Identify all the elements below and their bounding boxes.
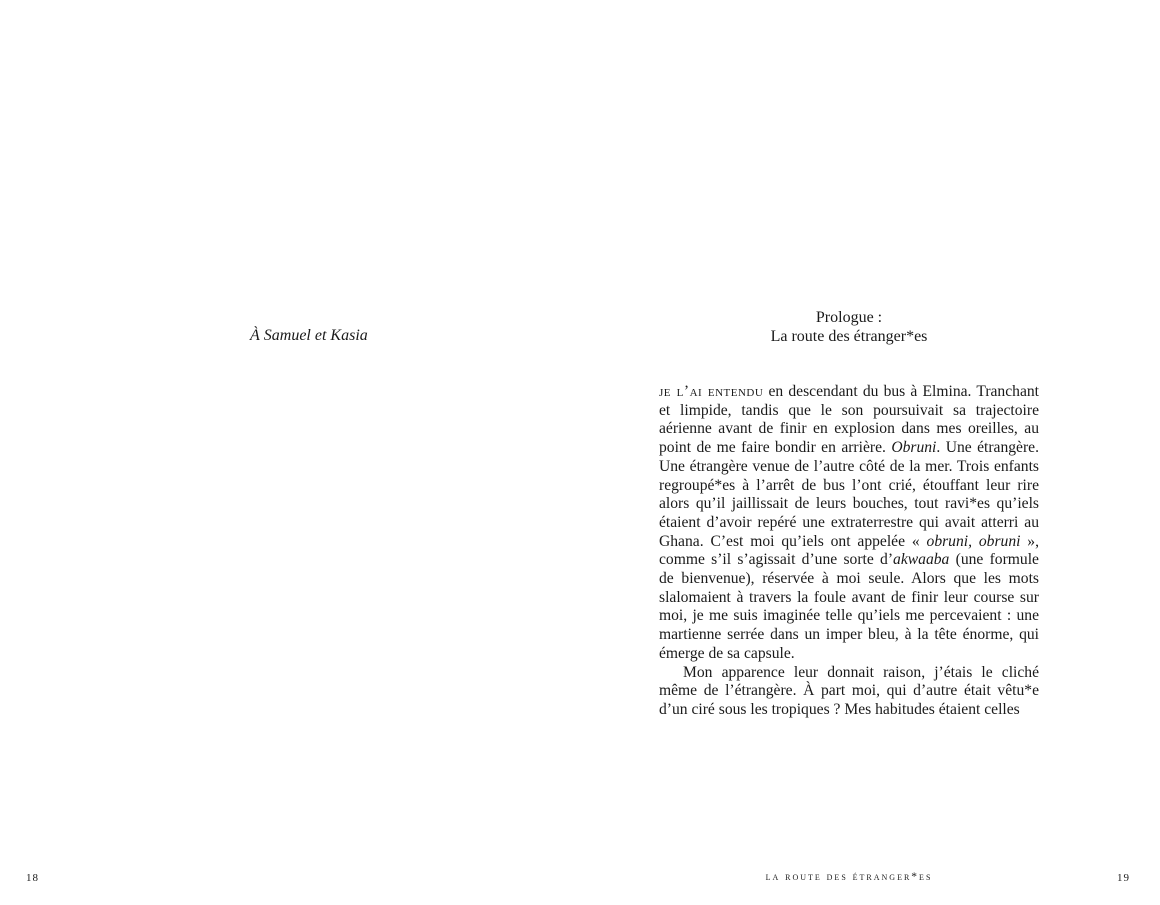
paragraph-1-text-a: en descendant du bus à Elmina. Tranchant et limpide, tandis que le son poursuivait sa trajectoire aérienne avant de finir en explosion dans mes oreilles, au point de me faire bondir en arrière.	[659, 383, 1040, 457]
paragraph-1-text-d: (une formule de bienvenue), réservée à moi seule. Alors que les mots slalomaient à travers la foule avant de finir leur course sur moi, je me suis imaginée telle qu’iels me percevaient : une martienne serrée dans un imper bleu, à la tête énorme, qui émerge de sa capsule.	[659, 551, 1039, 662]
paragraph-1-text-c: », comme s’il s’agissait d’une sorte d’	[659, 532, 1039, 569]
chapter-heading	[659, 308, 1039, 346]
opening-smallcaps: je l’ai entendu	[659, 383, 764, 400]
paragraph-1-italic-a: Obruni	[891, 439, 937, 457]
paragraph-1-text-b: . Une étrangère. Une étrangère venue de l’autre côté de la mer. Trois enfants regroupé*es à l’arrêt de bus l’ont crié, étouffant leur rire alors qu’il jaillissait de leurs bouches, tout ravi*es qu’iels étaient d’avoir repéré une extraterrestre qui avait atterri au Ghana. C’est moi qu’iels ont appelée «	[659, 439, 1039, 550]
page-number-left: 18	[26, 872, 39, 884]
paragraph-1-italic-b: obruni, obruni	[926, 532, 1021, 550]
body-text	[659, 383, 1039, 720]
paragraph-1	[659, 383, 1039, 664]
chapter-title: La route des étranger*es	[770, 328, 928, 345]
dedication: À Samuel et Kasia	[250, 327, 368, 344]
paragraph-2: Mon apparence leur donnait raison, j’étais le cliché même de l’étrangère. À part moi, qui d’autre était vêtu*e d’un ciré sous les tropiques ? Mes habitudes étaient celles	[659, 663, 1039, 718]
chapter-heading-line1: Prologue :	[815, 309, 883, 326]
running-head: la route des étranger*es	[765, 871, 933, 883]
page-number-right: 19	[1117, 872, 1130, 884]
paragraph-1-italic-c: akwaaba	[893, 551, 950, 569]
